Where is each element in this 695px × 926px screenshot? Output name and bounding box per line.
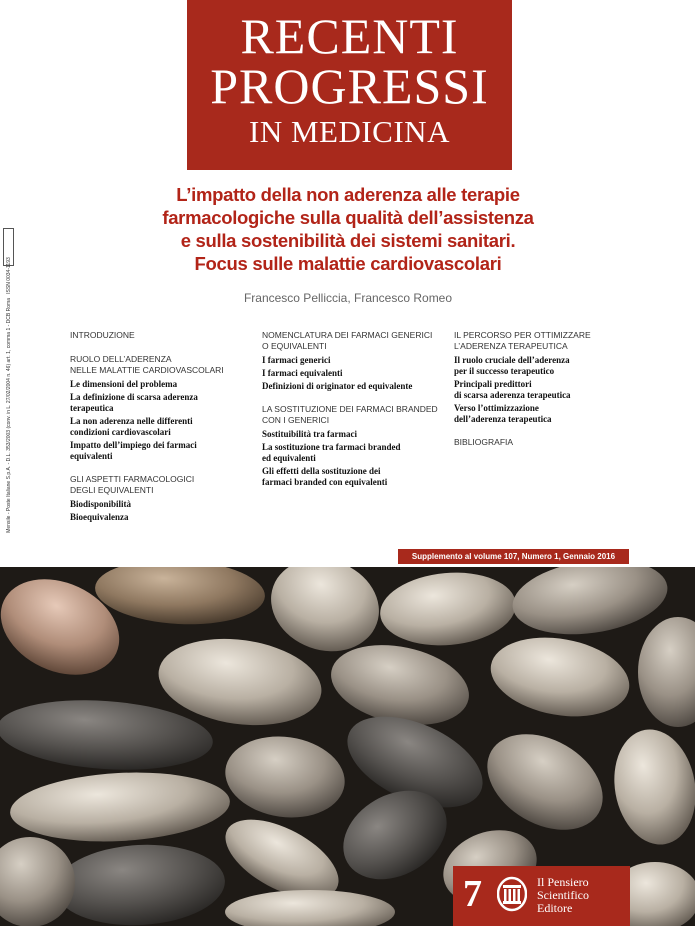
temple-columns-logo-icon <box>497 876 527 912</box>
toc-item: La definizione di scarsa aderenza terapeutica <box>70 392 198 413</box>
toc-column-1 <box>70 330 250 525</box>
toc-section: RUOLO DELL’ADERENZA NELLE MALATTIE CARDIOVASCOLARI <box>70 354 224 375</box>
toc-item: Bioequivalenza <box>70 512 129 522</box>
masthead-title-line2: PROGRESSI <box>210 58 489 114</box>
title-line: farmacologiche sulla qualità dell’assistenza <box>162 207 534 228</box>
toc-item: Verso l’ottimizzazione dell’aderenza terapeutica <box>454 403 552 424</box>
masthead-title-line1: RECENTI <box>240 8 459 64</box>
toc-section: LA SOSTITUZIONE DEI FARMACI BRANDED CON I GENERICI <box>262 404 438 425</box>
title-line: e sulla sostenibilità dei sistemi sanitari. <box>180 230 516 251</box>
publisher-logo-block <box>453 866 630 926</box>
toc-item: Sostituibilità tra farmaci <box>262 429 357 439</box>
toc-item: Il ruolo cruciale dell’aderenza per il successo terapeutico <box>454 355 570 376</box>
postal-text: Mensile - Poste Italiane S.p.A. - D.L. 353/2003 (conv. in L. 27/02/2004 n. 46) art. 1, comma 1 - DCB Roma ISSN 0034-1193 <box>6 257 12 533</box>
toc-item: Le dimensioni del problema <box>70 379 178 389</box>
toc-item: Definizioni di originator ed equivalente <box>262 381 413 391</box>
toc-section: IL PERCORSO PER OTTIMIZZARE L’ADERENZA TERAPEUTICA <box>454 330 591 351</box>
article-title <box>110 183 586 275</box>
toc-section: INTRODUZIONE <box>70 330 135 340</box>
toc-section: GLI ASPETTI FARMACOLOGICI DEGLI EQUIVALENTI <box>70 474 195 495</box>
toc-section: NOMENCLATURA DEI FARMACI GENERICI O EQUIVALENTI <box>262 330 433 351</box>
supplement-banner: Supplemento al volume 107, Numero 1, Gennaio 2016 <box>398 549 629 564</box>
toc-item: La sostituzione tra farmaci branded ed equivalenti <box>262 442 401 463</box>
publisher-anniversary-number: 7 <box>463 873 482 915</box>
postal-sidebar <box>4 230 14 560</box>
toc-item: Biodisponibilità <box>70 499 132 509</box>
toc-item: La non aderenza nelle differenti condizioni cardiovascolari <box>70 416 193 437</box>
masthead <box>187 0 512 170</box>
toc-column-3 <box>454 330 634 453</box>
toc-item: I farmaci generici <box>262 355 331 365</box>
toc-item: Gli effetti della sostituzione dei farmaci branded con equivalenti <box>262 466 388 487</box>
toc-item: I farmaci equivalenti <box>262 368 343 378</box>
toc-item: Principali predittori di scarsa aderenza terapeutica <box>454 379 571 400</box>
masthead-title-line3: IN MEDICINA <box>249 114 450 149</box>
title-line: Focus sulle malattie cardiovascolari <box>194 253 502 274</box>
authors: Francesco Pelliccia, Francesco Romeo <box>243 291 453 305</box>
toc-section: BIBLIOGRAFIA <box>454 437 514 447</box>
toc-item: Impatto dell’impiego dei farmaci equivalenti <box>70 440 197 461</box>
toc-column-2 <box>262 330 450 490</box>
title-line: L’impatto della non aderenza alle terapie <box>176 184 520 205</box>
publisher-name: Il Pensiero Scientifico Editore <box>537 875 589 915</box>
